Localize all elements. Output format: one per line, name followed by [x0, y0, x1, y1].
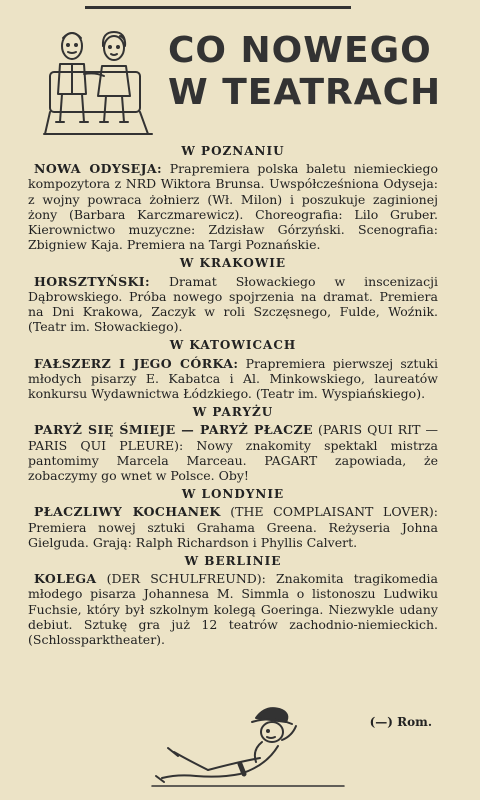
- news-entry: [28, 571, 438, 647]
- section-berlin: [28, 554, 438, 647]
- play-description: Dramat Słowackiego w inscenizacji Dąbrowskiego. Próba nowego spojrzenia na dramat. Premiera na Dni Krakowa, Zaczyk w roli Szczęsnego, Fulde, Woźnik. (Teatr im. Słowackiego).: [28, 273, 438, 335]
- title-line-1: CO NOWEGO: [168, 30, 432, 71]
- city-heading: W KATOWICACH: [169, 338, 297, 353]
- section-katowice: [28, 338, 438, 401]
- play-description: (PARIS QUI RIT — PARIS QUI PLEURE): Nowy znakomity spektakl mistrza pantomimy Marcela Marceau. PAGART zapowiada, że zobaczymy go wnet w Polsce. Oby!: [28, 422, 438, 484]
- city-heading: W BERLINIE: [184, 554, 282, 569]
- play-title: PŁACZLIWY KOCHANEK: [34, 504, 221, 520]
- news-entry: [28, 504, 438, 550]
- news-entry: [28, 356, 438, 402]
- play-description: (DER SCHULFREUND): Znakomita tragikomedia młodego pisarza Johannesa M. Simmla o listonoszu Ludwiku Fuchsie, który był szkolnym kolegą Goeringa. Niezwykle udany debiut. Sztukę gra już 12 teatrów zachodnio-niemieckich. (Schlossparktheater).: [28, 571, 438, 648]
- play-description: Prapremiera polska baletu niemieckiego kompozytora z NRD Wiktora Brunsa. Uwspółcześniona Odyseja: z wojny powraca żołnierz (Wł. Milon) i poszukuje zaginionej żony (Barbara Karczmarewicz). Choreografia: Lilo Gruber. Kierownictwo muzyczne: Zdzisław Górzyński. Scenografia: Zbigniew Kaja. Premiera na Targi Poznańskie.: [28, 161, 438, 253]
- city-heading: W KRAKOWIE: [179, 256, 287, 271]
- play-title: KOLEGA: [34, 571, 97, 587]
- section-poznan: [28, 144, 438, 252]
- section-london: [28, 487, 438, 550]
- city-heading: W PARYŻU: [192, 405, 274, 420]
- city-heading: W POZNANIU: [181, 144, 285, 158]
- author-signature: (—) Rom.: [369, 715, 432, 729]
- news-entry: [28, 274, 438, 335]
- header: [0, 20, 480, 140]
- reclining-figure-illustration: [148, 700, 348, 792]
- top-rule: [85, 6, 351, 9]
- theatre-couple-illustration: [40, 24, 155, 139]
- news-entry: [28, 422, 438, 483]
- play-title: FAŁSZERZ I JEGO CÓRKA:: [34, 355, 239, 371]
- theatre-news-list: [28, 140, 438, 647]
- page-title: [168, 30, 468, 114]
- section-krakow: [28, 256, 438, 334]
- title-line-2: W TEATRACH: [168, 72, 442, 113]
- section-paris: [28, 405, 438, 483]
- city-heading: W LONDYNIE: [181, 487, 285, 502]
- play-description: Prapremiera pierwszej sztuki młodych pisarzy E. Kabatca i Al. Minkowskiego, laureatów konkursu Wydawnictwa Łódzkiego. (Teatr im. Wyspiańskiego).: [28, 355, 438, 402]
- play-title: NOWA ODYSEJA:: [34, 161, 163, 177]
- play-title: HORSZTYŃSKI:: [34, 273, 151, 289]
- play-title: PARYŻ SIĘ ŚMIEJE — PARYŻ PŁACZE: [34, 422, 313, 438]
- news-entry: [28, 161, 438, 252]
- play-description: (THE COMPLAISANT LOVER): Premiera nowej sztuki Grahama Greena. Reżyseria Johna Gielguda. Grają: Ralph Richardson i Phyllis Calvert.: [28, 504, 438, 550]
